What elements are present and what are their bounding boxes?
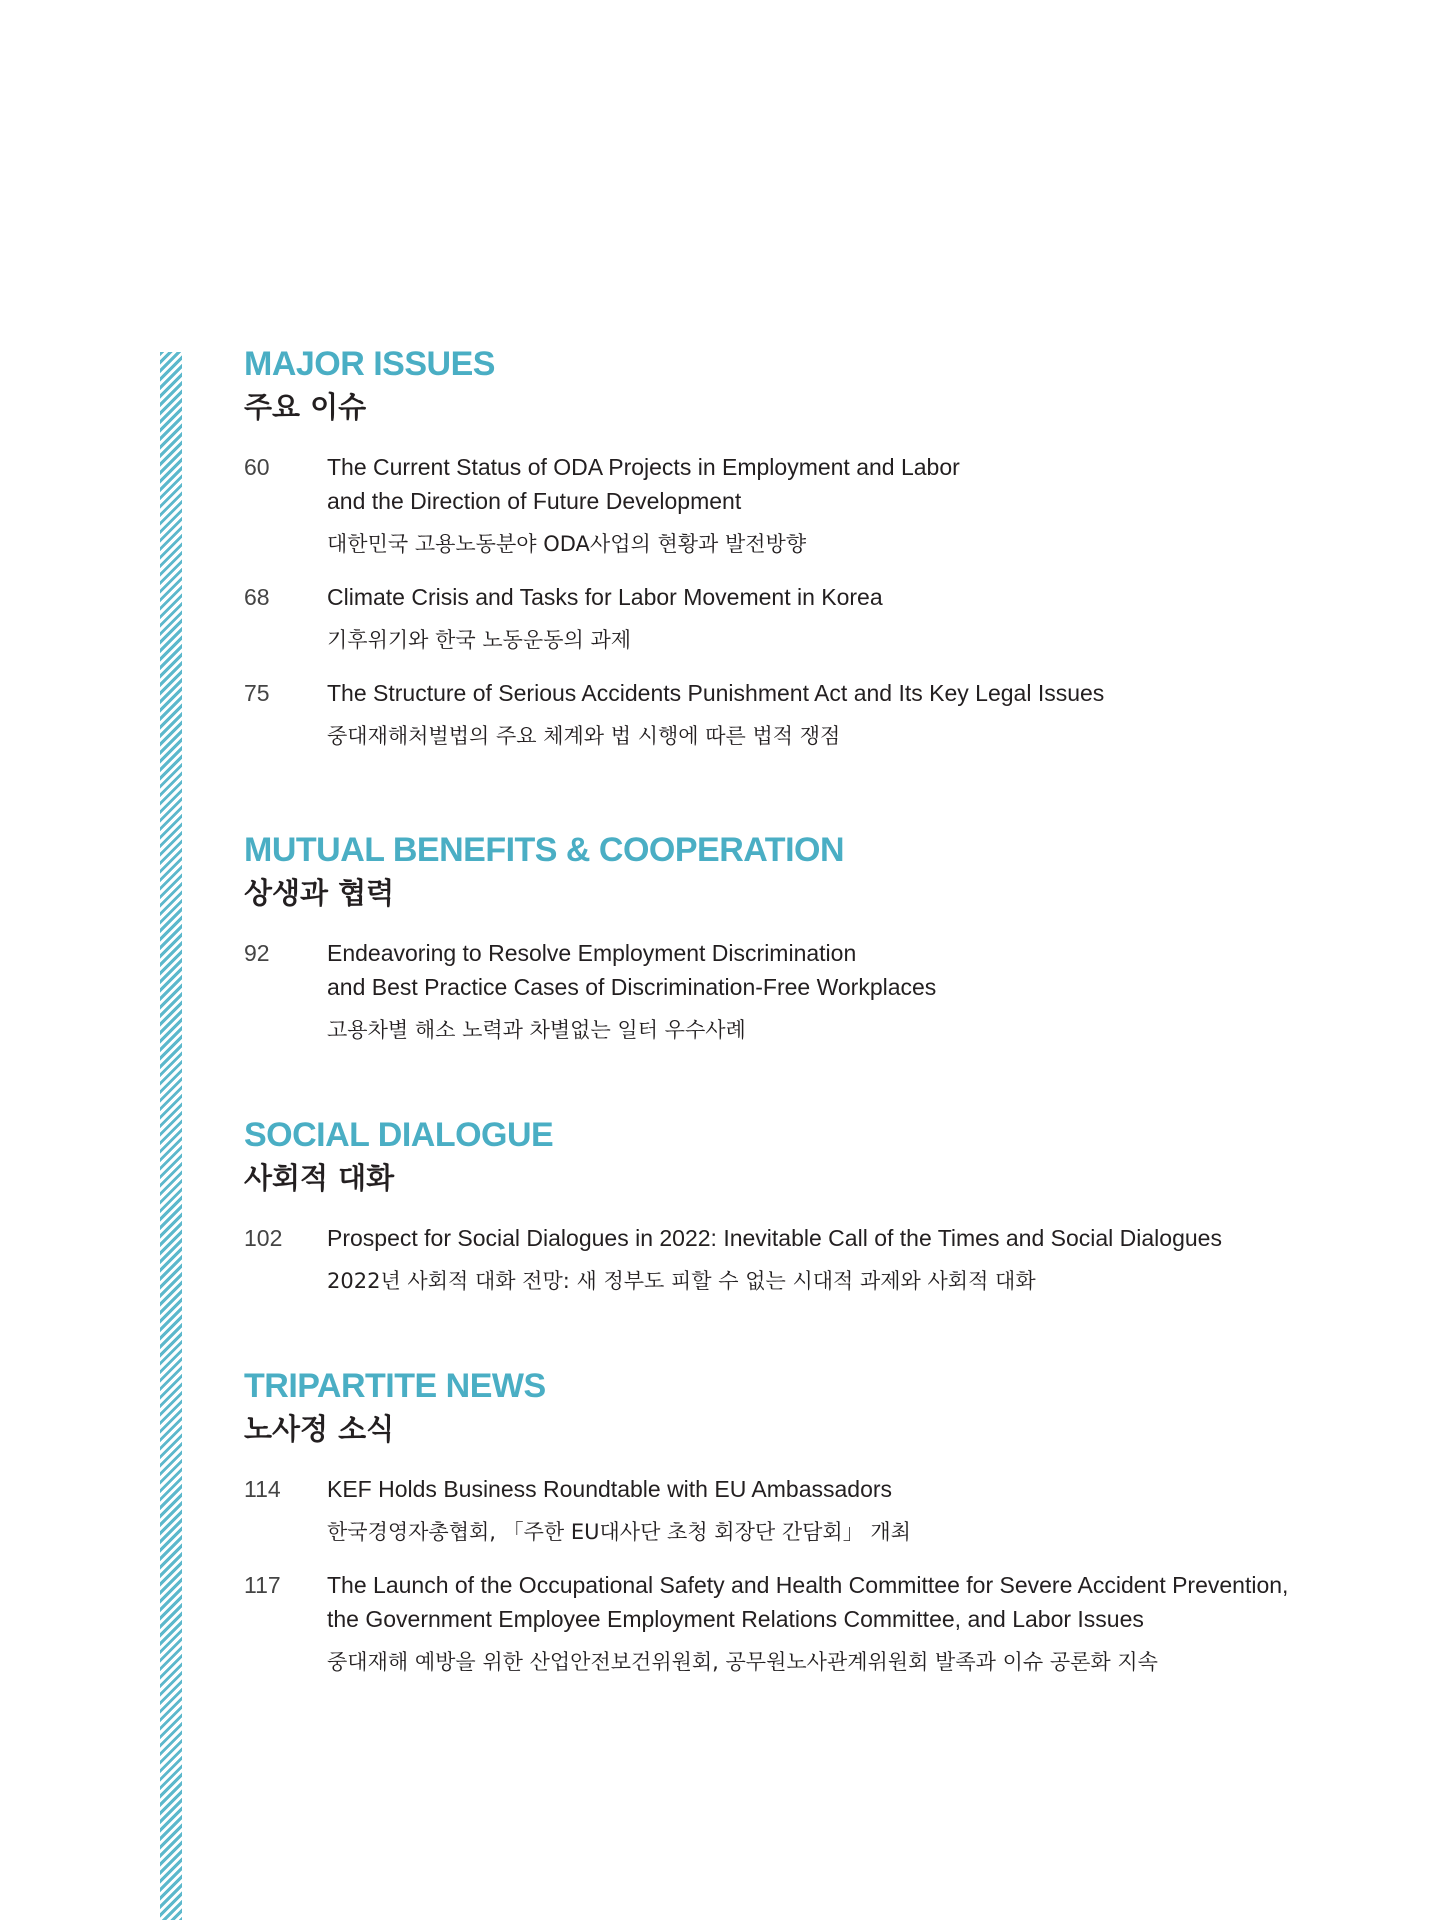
page-number: 117 bbox=[244, 1572, 281, 1598]
entry-title: The Current Status of ODA Projects in Employment and Labor and the Direction of Future Development bbox=[327, 454, 960, 514]
entry-title: KEF Holds Business Roundtable with EU Ambassadors bbox=[327, 1476, 893, 1502]
toc-entry[interactable] bbox=[244, 676, 1384, 753]
toc-entry[interactable] bbox=[244, 1472, 1384, 1549]
section-tripartite-news bbox=[244, 1366, 1384, 1698]
entry-title: Climate Crisis and Tasks for Labor Movement in Korea bbox=[327, 584, 883, 610]
entry-title: Prospect for Social Dialogues in 2022: Inevitable Call of the Times and Social Dialogues bbox=[327, 1225, 1222, 1251]
section-title-ko: 사회적 대화 bbox=[244, 1161, 395, 1195]
section-title-en: SOCIAL DIALOGUE bbox=[244, 1116, 554, 1154]
page-number: 114 bbox=[244, 1476, 281, 1502]
entry-list bbox=[244, 450, 1384, 753]
entry-subtitle-ko: 기후위기와 한국 노동운동의 과제 bbox=[327, 628, 632, 652]
page-number: 68 bbox=[244, 584, 270, 610]
page-number: 102 bbox=[244, 1225, 283, 1251]
entry-subtitle-ko: 중대재해 예방을 위한 산업안전보건위원회, 공무원노사관계위원회 발족과 이슈 공론화 지속 bbox=[327, 1650, 1158, 1674]
section-title-en: MUTUAL BENEFITS & COOPERATION bbox=[244, 831, 845, 869]
section-social-dialogue bbox=[244, 1115, 1384, 1317]
page-number: 75 bbox=[244, 680, 270, 706]
section-title-ko: 상생과 협력 bbox=[244, 876, 395, 910]
section-title-en: MAJOR ISSUES bbox=[244, 345, 495, 383]
section-title-en: TRIPARTITE NEWS bbox=[244, 1367, 546, 1405]
entry-list bbox=[244, 1221, 1384, 1298]
entry-subtitle-ko: 고용차별 해소 노력과 차별없는 일터 우수사례 bbox=[327, 1018, 746, 1042]
entry-list bbox=[244, 936, 1384, 1047]
entry-list bbox=[244, 1472, 1384, 1679]
decorative-stripe-bar bbox=[160, 352, 182, 1920]
section-mutual-benefits bbox=[244, 830, 1384, 1066]
entry-subtitle-ko: 중대재해처벌법의 주요 체계와 법 시행에 따른 법적 쟁점 bbox=[327, 724, 841, 748]
toc-entry[interactable] bbox=[244, 1221, 1384, 1298]
entry-subtitle-ko: 한국경영자총협회, 「주한 EU대사단 초청 회장단 간담회」 개최 bbox=[327, 1520, 911, 1544]
entry-title: The Structure of Serious Accidents Punishment Act and Its Key Legal Issues bbox=[327, 680, 1105, 706]
toc-entry[interactable] bbox=[244, 1568, 1384, 1679]
entry-subtitle-ko: 2022년 사회적 대화 전망: 새 정부도 피할 수 없는 시대적 과제와 사회적 대화 bbox=[327, 1269, 1036, 1293]
toc-entry[interactable] bbox=[244, 450, 1384, 561]
toc-entry[interactable] bbox=[244, 580, 1384, 657]
page-number: 92 bbox=[244, 940, 270, 966]
toc-entry[interactable] bbox=[244, 936, 1384, 1047]
entry-title: Endeavoring to Resolve Employment Discrimination and Best Practice Cases of Discrimination-Free Workplaces bbox=[327, 940, 937, 1000]
entry-title: The Launch of the Occupational Safety and Health Committee for Severe Accident Prevention, the Government Employee Employment Relations Committee, and Labor Issues bbox=[327, 1572, 1289, 1632]
section-title-ko: 노사정 소식 bbox=[244, 1412, 395, 1446]
section-major-issues bbox=[244, 344, 1384, 772]
section-title-ko: 주요 이슈 bbox=[244, 390, 367, 424]
page-number: 60 bbox=[244, 454, 270, 480]
entry-subtitle-ko: 대한민국 고용노동분야 ODA사업의 현황과 발전방향 bbox=[327, 532, 807, 556]
